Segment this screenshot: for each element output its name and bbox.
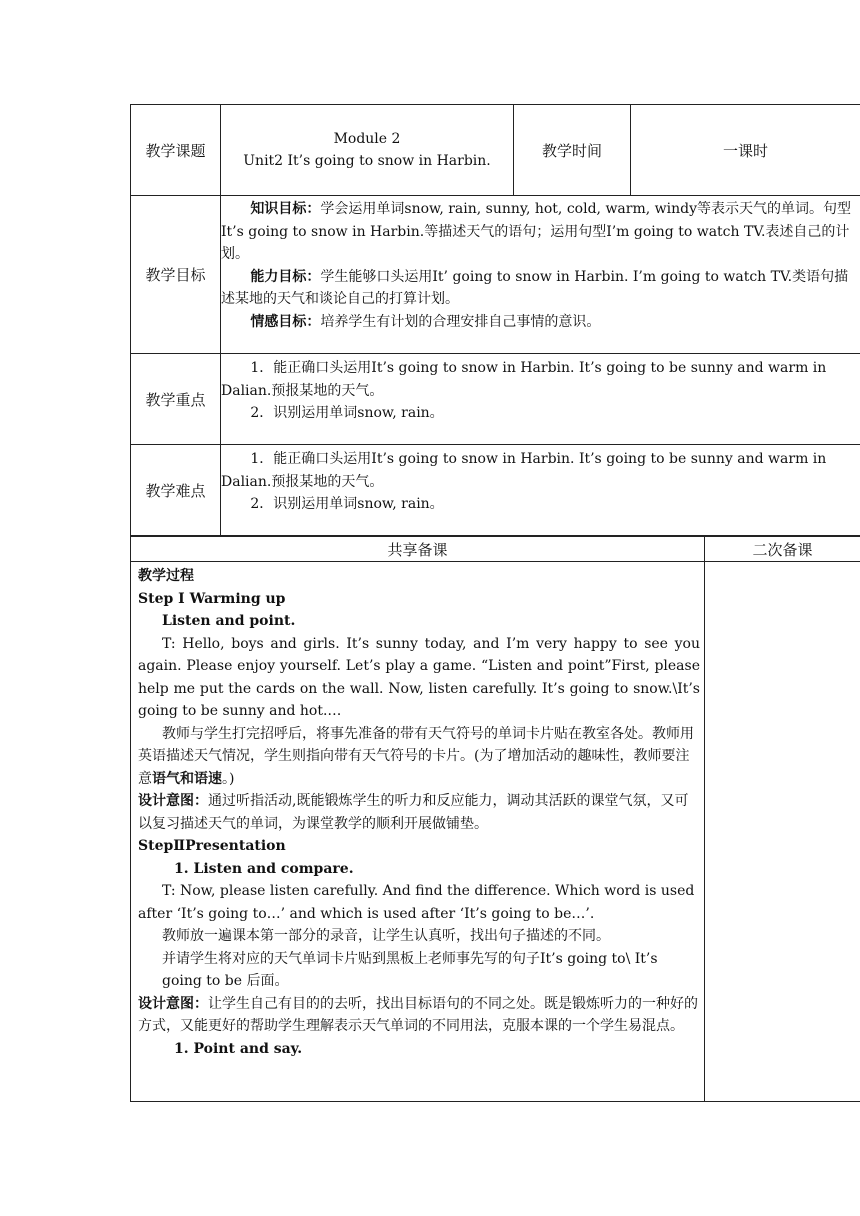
difficulties-label: 教学难点 (131, 445, 221, 536)
process-title: 教学过程 (138, 568, 194, 584)
difficulties-content (221, 445, 860, 536)
design1-text: 通过听指活动,既能锻炼学生的听力和反应能力，调动其活跃的课堂气氛，又可以复习描述天气的单词，为课堂教学的顺利开展做铺垫。 (138, 793, 689, 832)
time-value: 一课时 (631, 105, 860, 196)
knowledge-text: 学会运用单词snow, rain, sunny, hot, cold, warm, windy等表示天气的单词。句型It’s going to snow in Harbin.等描述天气的语句；运用句型I’m going to watch TV.表述自己的计划。 (221, 201, 851, 262)
step1-chinese-desc (138, 723, 700, 791)
topic-value (221, 105, 514, 196)
step1-title: Step I Warming up (138, 590, 286, 607)
key-points-row (131, 354, 860, 445)
objectives-content (221, 196, 860, 354)
step2-chinese-2: 并请学生将对应的天气单词卡片贴到黑板上老师事先写的句子It’s going to\ It’s going to be 后面。 (162, 950, 658, 989)
key-points-label: 教学重点 (131, 354, 221, 445)
objectives-row (131, 196, 860, 354)
key-point-1: 1．能正确口头运用It’s going to snow in Harbin. It’s going to be sunny and warm in Dalian.预报某地的天气。 (221, 360, 827, 399)
key-point-2: 2．识别运用单词snow, rain。 (250, 405, 444, 421)
knowledge-title: 知识目标： (250, 201, 321, 217)
design2-title: 设计意图： (138, 995, 208, 1012)
topic-line-1: Module 2 (333, 131, 401, 147)
ability-objective (221, 266, 860, 311)
difficulty-1: 1．能正确口头运用It’s going to snow in Harbin. It’s going to be sunny and warm in Dalian.预报某地的天气。 (221, 451, 827, 490)
step1-cn-a: 教师与学生打完招呼后，将事先准备的带有天气符号的单词卡片贴在教室各处。教师用英语描述天气情况，学生则指向带有天气符号的卡片。(为了增加活动的趣味性，教师要注意 (138, 725, 694, 787)
emotion-title: 情感目标： (250, 313, 321, 330)
step2-subtitle-2: 1. Point and say. (174, 1040, 303, 1057)
ability-title: 能力目标： (250, 268, 321, 285)
step1-subtitle: Listen and point. (162, 613, 296, 629)
step1-cn-bold: 语气和语速 (152, 770, 222, 787)
key-points-content (221, 354, 860, 445)
objectives-label: 教学目标 (131, 196, 221, 354)
difficulties-row (131, 445, 860, 536)
step2-chinese-1: 教师放一遍课本第一部分的录音，让学生认真听，找出句子描述的不同。 (162, 928, 610, 944)
process-header-row (131, 537, 860, 562)
design-intent-2 (138, 993, 700, 1038)
lesson-info-table (130, 104, 860, 536)
emotion-objective (221, 311, 860, 334)
step2-subtitle: 1. Listen and compare. (174, 860, 354, 877)
design1-title: 设计意图： (138, 793, 208, 809)
step2-teacher-talk: T: Now, please listen carefully. And find the difference. Which word is used after ‘It’s going to…’ and which is used after ‘It’s going to be…’. (138, 883, 695, 922)
emotion-text: 培养学生有计划的合理安排自己事情的意识。 (320, 313, 601, 330)
time-label: 教学时间 (514, 105, 631, 196)
design-intent-1 (138, 790, 700, 835)
process-content (131, 562, 705, 1102)
shared-prep-header: 共享备课 (131, 537, 705, 562)
step1-teacher-talk: T: Hello, boys and girls. It’s sunny today, and I’m very happy to see you again. Please enjoy yourself. Let’s play a game. “Listen and point”First, please help me put the cards on the wall. Now, listen carefully. It’s going to snow.\It’s going to be sunny and hot.… (138, 635, 700, 719)
difficulty-2: 2．识别运用单词snow, rain。 (250, 496, 444, 512)
second-prep-header: 二次备课 (705, 537, 860, 562)
process-body-row (131, 562, 860, 1102)
step2-title: StepⅡPresentation (138, 838, 286, 854)
topic-line-2: Unit2 It’s going to snow in Harbin. (243, 153, 491, 169)
teaching-process-table (130, 536, 860, 1102)
topic-label: 教学课题 (131, 105, 221, 196)
knowledge-objective (221, 198, 860, 266)
second-prep-cell (705, 562, 860, 1102)
topic-row (131, 105, 860, 196)
design2-text: 让学生自己有目的的去听，找出目标语句的不同之处。既是锻炼听力的一种好的方式，又能更好的帮助学生理解表示天气单词的不同用法，克服本课的一个学生易混点。 (138, 995, 698, 1034)
step1-cn-b: 。) (222, 770, 235, 787)
ability-text: 学生能够口头运用It’ going to snow in Harbin. I’m going to watch TV.类语句描述某地的天气和谈论自己的打算计划。 (221, 268, 849, 307)
